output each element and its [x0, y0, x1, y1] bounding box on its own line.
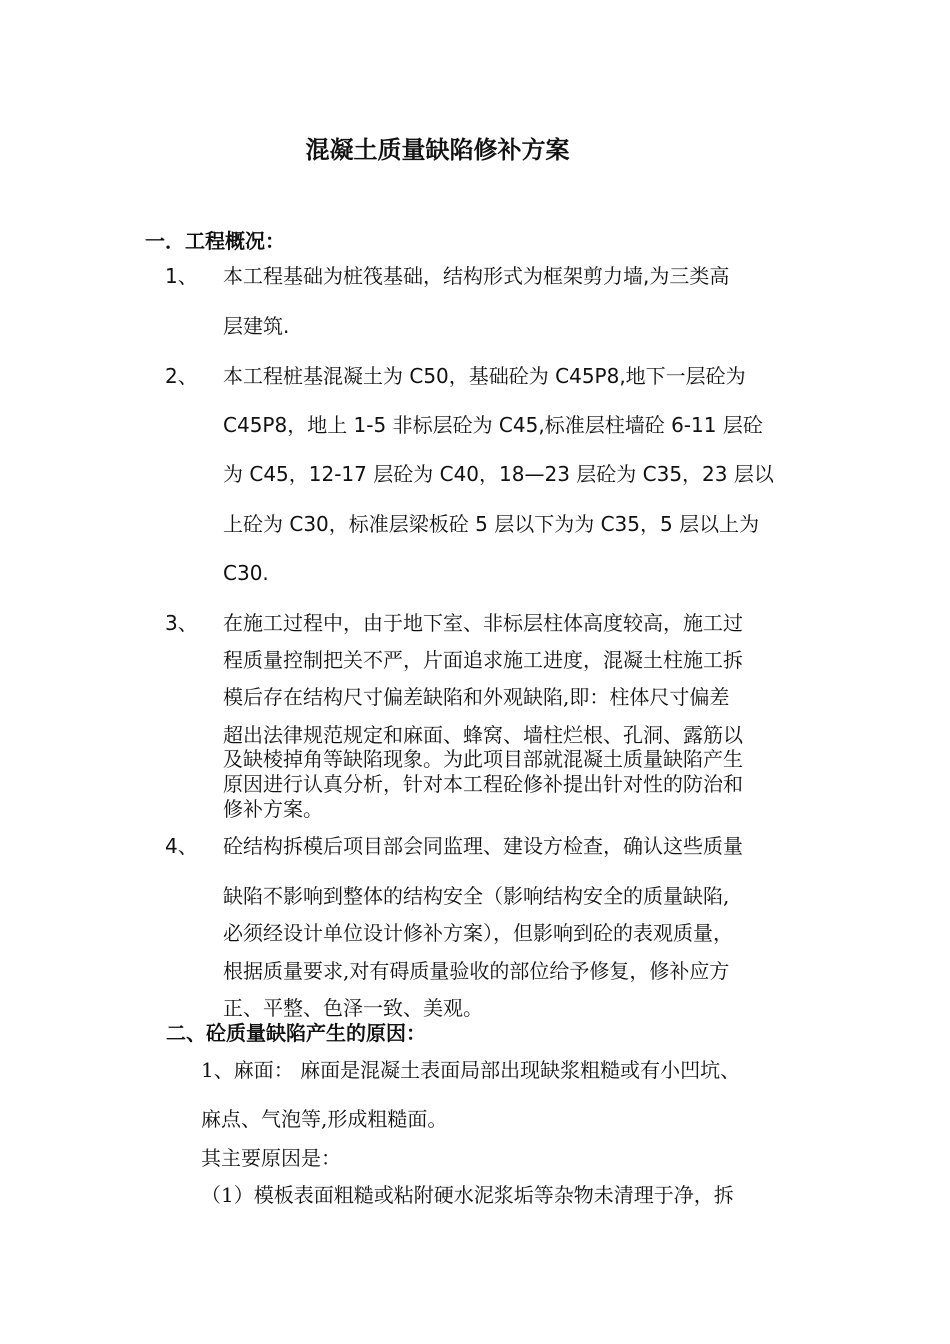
item-line: 缺陷不影响到整体的结构安全（影响结构安全的质量缺陷,	[223, 884, 730, 908]
item-line: 层建筑.	[223, 314, 290, 338]
item-line: 原因进行认真分析，针对本工程砼修补提出针对性的防治和	[223, 772, 743, 796]
item-line: 本工程基础为桩筏基础，结构形式为框架剪力墙,为三类高	[223, 264, 730, 288]
item-line: C45P8，地上 1-5 非标层砼为 C45,标准层柱墙砼 6-11 层砼	[223, 413, 763, 437]
paragraph-line: （1）模板表面粗糙或粘附硬水泥浆垢等杂物未清理于净，拆	[201, 1183, 734, 1207]
item-line: 程质量控制把关不严，片面追求施工进度，混凝土柱施工拆	[223, 648, 743, 672]
section-heading-causes: 二、砼质量缺陷产生的原因：	[166, 1021, 426, 1045]
paragraph-line: 1、麻面： 麻面是混凝土表面局部出现缺浆粗糙或有小凹坑、	[201, 1058, 741, 1082]
item-line: 必须经设计单位设计修补方案），但影响到砼的表观质量，	[223, 921, 733, 945]
item-line: 砼结构拆模后项目部会同监理、建设方检查，确认这些质量	[223, 834, 743, 858]
item-number: 3、	[165, 611, 198, 635]
item-line: 模后存在结构尺寸偏差缺陷和外观缺陷,即：柱体尺寸偏差	[223, 685, 730, 709]
item-line: 修补方案。	[223, 797, 323, 821]
paragraph-line: 其主要原因是：	[201, 1146, 341, 1170]
item-number: 2、	[165, 364, 198, 388]
item-line: 正、平整、色泽一致、美观。	[223, 996, 483, 1020]
item-line: 上砼为 C30，标准层梁板砼 5 层以下为为 C35，5 层以上为	[223, 512, 760, 536]
item-number: 1、	[165, 264, 198, 288]
item-line: 在施工过程中，由于地下室、非标层柱体高度较高，施工过	[223, 611, 743, 635]
section-heading-overview: 一．工程概况：	[145, 229, 285, 253]
item-line: 及缺棱掉角等缺陷现象。为此项目部就混凝土质量缺陷产生	[223, 747, 743, 771]
item-line: 为 C45，12-17 层砼为 C40，18—23 层砼为 C35，23 层以	[223, 462, 774, 486]
paragraph-line: 麻点、气泡等,形成粗糙面。	[201, 1107, 448, 1131]
document-title: 混凝土质量缺陷修补方案	[305, 136, 570, 164]
item-number: 4、	[165, 834, 198, 858]
item-line: 超出法律规范规定和麻面、蜂窝、墙柱烂根、孔洞、露筋以	[223, 723, 743, 747]
item-line: 本工程桩基混凝土为 C50，基础砼为 C45P8,地下一层砼为	[223, 364, 746, 388]
item-line: 根据质量要求,对有碍质量验收的部位给予修复，修补应方	[223, 959, 730, 983]
item-line: C30.	[223, 561, 269, 585]
